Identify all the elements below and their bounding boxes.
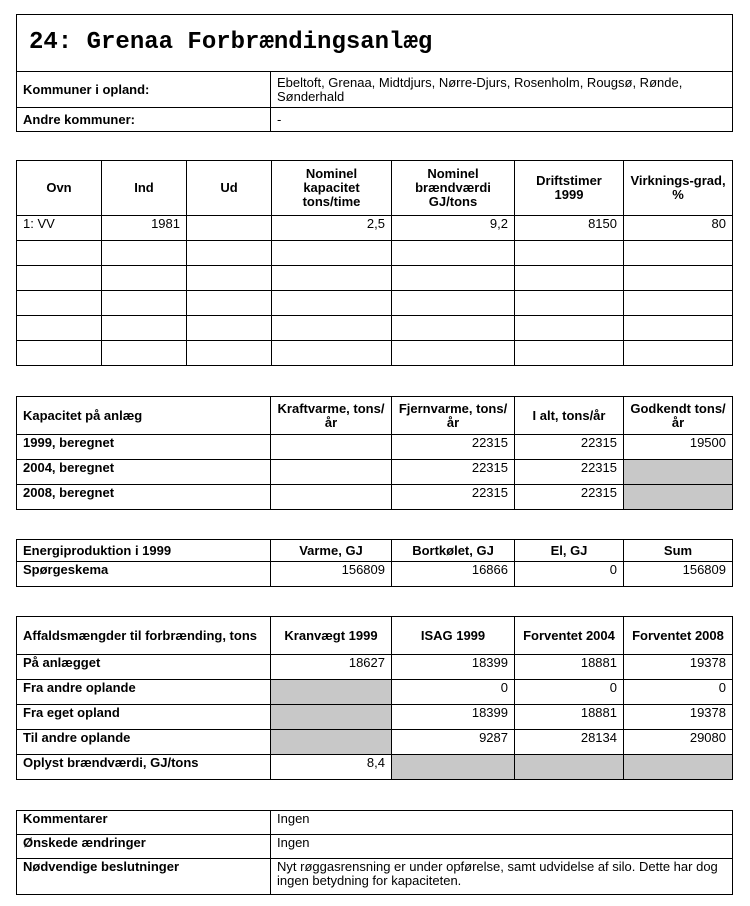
kapacitet-cell	[271, 460, 392, 485]
energi-header: Varme, GJ	[271, 540, 392, 562]
energi-header: Bortkølet, GJ	[392, 540, 515, 562]
affald-cell: På anlægget	[17, 655, 271, 680]
shaded-cell	[515, 755, 624, 780]
table-row	[17, 562, 733, 587]
shaded-cell	[392, 755, 515, 780]
affald-cell: 29080	[624, 730, 733, 755]
kapacitet-header: Godkendt tons/år	[624, 397, 733, 435]
kapacitet-header: Fjernvarme, tons/år	[392, 397, 515, 435]
table-row	[17, 755, 733, 780]
kapacitet-cell: 1999, beregnet	[17, 435, 271, 460]
affald-header: Forventet 2008	[624, 617, 733, 655]
kapacitet-header: Kraftvarme, tons/år	[271, 397, 392, 435]
kapacitet-cell: 22315	[392, 460, 515, 485]
kapacitet-cell: 22315	[515, 460, 624, 485]
ovn-cell: 9,2	[392, 216, 515, 241]
ovn-header: Driftstimer 1999	[515, 161, 624, 216]
kommentarer-table	[16, 810, 732, 895]
energi-cell: Spørgeskema	[17, 562, 271, 587]
energi-cell: 156809	[271, 562, 392, 587]
ovn-header: Ovn	[17, 161, 102, 216]
andre-label: Andre kommuner:	[17, 108, 271, 132]
affald-cell: Til andre oplande	[17, 730, 271, 755]
kommentar-value: Ingen	[271, 835, 733, 859]
table-row	[17, 241, 733, 266]
table-row	[17, 460, 733, 485]
energi-header: Energiproduktion i 1999	[17, 540, 271, 562]
affald-cell: Fra andre oplande	[17, 680, 271, 705]
energi-cell: 16866	[392, 562, 515, 587]
ovn-header: Ind	[102, 161, 187, 216]
table-row	[17, 266, 733, 291]
affald-cell: 19378	[624, 655, 733, 680]
shaded-cell	[271, 705, 392, 730]
table-row	[17, 316, 733, 341]
header-block	[16, 14, 732, 132]
affald-cell: Oplyst brændværdi, GJ/tons	[17, 755, 271, 780]
kapacitet-cell	[271, 435, 392, 460]
ovn-cell: 1: VV	[17, 216, 102, 241]
shaded-cell	[271, 680, 392, 705]
ovn-cell: 8150	[515, 216, 624, 241]
ovn-cell	[187, 216, 272, 241]
kapacitet-cell: 22315	[515, 435, 624, 460]
affald-header: ISAG 1999	[392, 617, 515, 655]
ovn-table	[16, 160, 732, 366]
table-row	[17, 655, 733, 680]
energi-header: El, GJ	[515, 540, 624, 562]
table-row	[17, 705, 733, 730]
ovn-cell: 2,5	[272, 216, 392, 241]
affald-header: Affaldsmængder til forbrænding, tons	[17, 617, 271, 655]
shaded-cell	[271, 730, 392, 755]
energi-table	[16, 539, 732, 587]
affald-cell: 18399	[392, 655, 515, 680]
table-row	[17, 216, 733, 241]
shaded-cell	[624, 460, 733, 485]
ovn-cell: 1981	[102, 216, 187, 241]
affald-header: Forventet 2004	[515, 617, 624, 655]
opland-value: Ebeltoft, Grenaa, Midtdjurs, Nørre-Djurs, Rosenholm, Rougsø, Rønde, Sønderhald	[271, 72, 733, 108]
affald-cell: 18627	[271, 655, 392, 680]
kapacitet-header: Kapacitet på anlæg	[17, 397, 271, 435]
kommentar-label: Nødvendige beslutninger	[17, 859, 271, 895]
affald-cell: 18881	[515, 705, 624, 730]
affald-header: Kranvægt 1999	[271, 617, 392, 655]
kapacitet-cell: 22315	[515, 485, 624, 510]
table-row	[17, 730, 733, 755]
ovn-header: Virknings-grad, %	[624, 161, 733, 216]
table-row	[17, 291, 733, 316]
kapacitet-cell	[271, 485, 392, 510]
kommentar-label: Kommentarer	[17, 811, 271, 835]
shaded-cell	[624, 755, 733, 780]
table-row	[17, 835, 733, 859]
affald-cell: 0	[392, 680, 515, 705]
affald-cell: 18399	[392, 705, 515, 730]
ovn-header: Ud	[187, 161, 272, 216]
affald-cell: 0	[515, 680, 624, 705]
kapacitet-table	[16, 396, 732, 510]
affald-cell: 0	[624, 680, 733, 705]
ovn-header: Nominel brændværdi GJ/tons	[392, 161, 515, 216]
affald-cell: Fra eget opland	[17, 705, 271, 730]
kapacitet-cell: 2004, beregnet	[17, 460, 271, 485]
affald-table	[16, 616, 732, 780]
shaded-cell	[624, 485, 733, 510]
energi-header: Sum	[624, 540, 733, 562]
kommentar-value: Nyt røggasrensning er under opførelse, samt udvidelse af silo. Dette har dog ingen betydning for kapaciteten.	[271, 859, 733, 895]
page-title: 24: Grenaa Forbrændingsanlæg	[17, 15, 733, 72]
table-row	[17, 859, 733, 895]
affald-cell: 18881	[515, 655, 624, 680]
table-row	[17, 485, 733, 510]
table-row	[17, 811, 733, 835]
kapacitet-cell: 22315	[392, 485, 515, 510]
affald-cell: 28134	[515, 730, 624, 755]
energi-cell: 156809	[624, 562, 733, 587]
table-row	[17, 680, 733, 705]
opland-label: Kommuner i opland:	[17, 72, 271, 108]
kapacitet-cell: 22315	[392, 435, 515, 460]
kapacitet-header: I alt, tons/år	[515, 397, 624, 435]
kapacitet-cell: 19500	[624, 435, 733, 460]
table-row	[17, 435, 733, 460]
ovn-header: Nominel kapacitet tons/time	[272, 161, 392, 216]
ovn-cell: 80	[624, 216, 733, 241]
kommentar-value: Ingen	[271, 811, 733, 835]
kapacitet-cell: 2008, beregnet	[17, 485, 271, 510]
table-row	[17, 341, 733, 366]
energi-cell: 0	[515, 562, 624, 587]
affald-cell: 8,4	[271, 755, 392, 780]
kommentar-label: Ønskede ændringer	[17, 835, 271, 859]
andre-value: -	[271, 108, 733, 132]
affald-cell: 9287	[392, 730, 515, 755]
affald-cell: 19378	[624, 705, 733, 730]
